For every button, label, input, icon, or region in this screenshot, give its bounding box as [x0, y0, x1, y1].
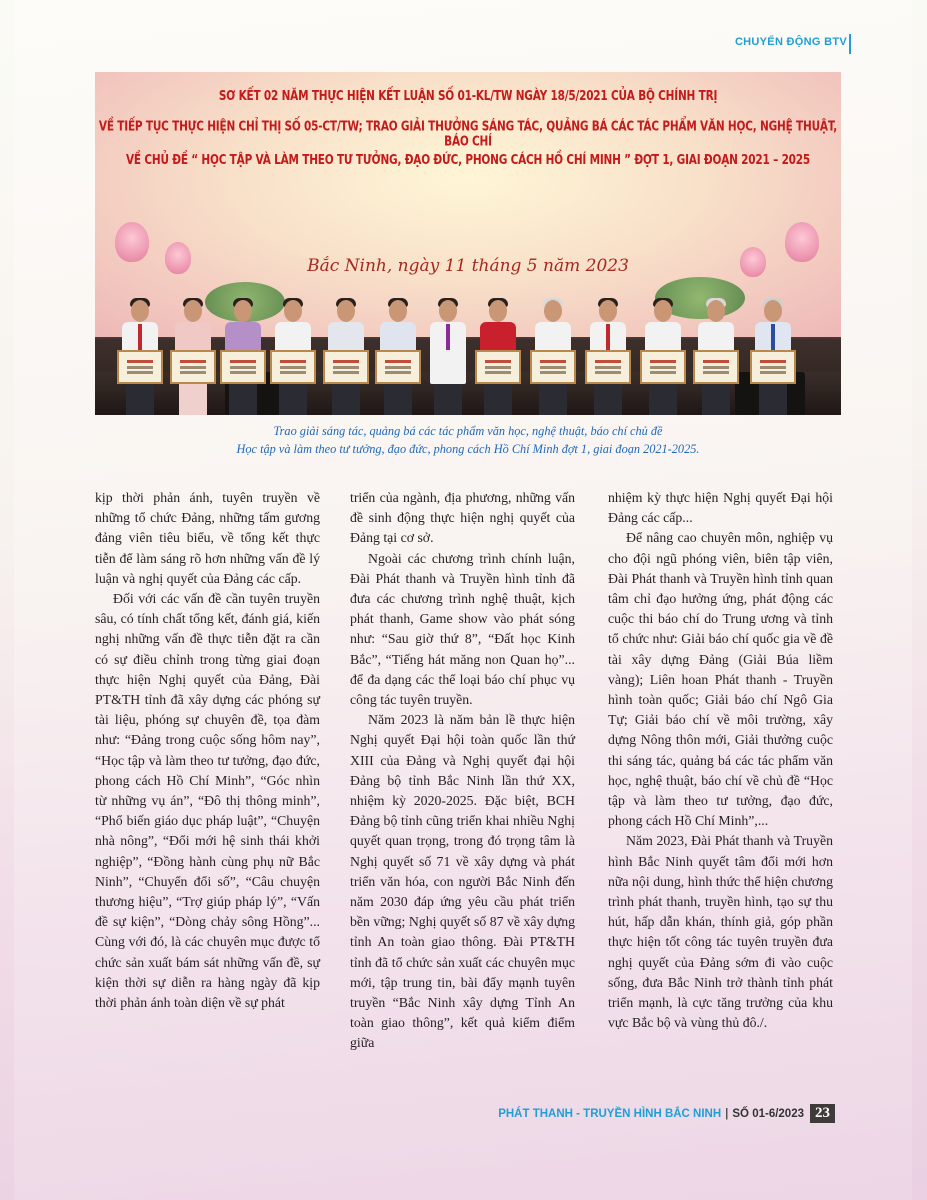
banner-date: Bắc Ninh, ngày 11 tháng 5 năm 2023 — [307, 256, 629, 276]
section-tag: CHUYỂN ĐỘNG BTV — [734, 36, 847, 48]
article-column-2 — [350, 488, 575, 1054]
paragraph: Đối với các vấn đề cần tuyên truyền sâu, có tính chất tổng kết, đánh giá, kiến nghị những vấn đề thực tiễn đặt ra cần có sự điều chỉnh trong từng giai đoạn thực hiện Nghị quyết của Đảng, Đài PT&TH tỉnh đã xây dựng các phóng sự tài liệu, phóng sự chuyên đề, tọa đàm như: “Đảng trong cuộc sống hôm nay”, “Học tập và làm theo tư tưởng, đạo đức, phong cách Hồ Chí Minh”, “Góc nhìn từ những vụ án”, “Đô thị thông minh”, “Phổ biến giáo dục pháp luật”, “Chuyện nhà nông”, “Đổi mới hệ sinh thái khởi nghiệp”, “Đồng hành cùng phụ nữ Bắc Ninh”, “Chuyển đổi số”, “Câu chuyện thương hiệu”, “Trợ giúp pháp lý”, “Vấn đề sự kiện”, “Dòng chảy sông Hồng”... Cùng với đó, là các chuyên mục được tổ chức sản xuất bám sát những vấn đề, sự kiện thời sự diễn ra hàng ngày đã kịp thời phản ánh toàn diện về sự phát — [95, 591, 320, 1011]
section-divider — [849, 34, 851, 54]
event-photo — [95, 72, 841, 415]
award-recipient — [170, 300, 216, 415]
award-recipient — [750, 300, 796, 415]
award-recipient — [693, 300, 739, 415]
award-recipient — [117, 300, 163, 415]
publication-name: PHÁT THANH - TRUYỀN HÌNH BẮC NINH — [498, 1107, 722, 1120]
award-recipient — [220, 300, 266, 415]
photo-caption-line-2: Học tập và làm theo tư tưởng, đạo đức, phong cách Hồ Chí Minh đợt 1, giai đoạn 2021-2025. — [236, 442, 700, 456]
issue-number: SỐ 01-6/2023 — [732, 1107, 804, 1120]
footer-separator: | — [725, 1107, 729, 1120]
page-number: 23 — [810, 1104, 835, 1123]
banner-line-3: VỀ CHỦ ĐỀ “ HỌC TẬP VÀ LÀM THEO TƯ TƯỞNG, ĐẠO ĐỨC, PHONG CÁCH HỒ CHÍ MINH ” ĐỢT 1, GIAI ĐOẠN 2021 – 2025 — [126, 152, 810, 168]
award-recipient — [530, 300, 576, 415]
banner-line-2: VỀ TIẾP TỤC THỰC HIỆN CHỈ THỊ SỐ 05-CT/TW; TRAO GIẢI THƯỞNG SÁNG TÁC, QUẢNG BÁ CÁC TÁC PHẨM VĂN HỌC, NGHỆ THUẬT, BÁO CHÍ — [98, 119, 838, 149]
award-recipient — [323, 300, 369, 415]
stage-backdrop — [95, 72, 841, 337]
paragraph: Để nâng cao chuyên môn, nghiệp vụ cho đội ngũ phóng viên, biên tập viên, Đài Phát thanh và Truyền hình tỉnh quan tâm chỉ đạo hưởng ứng, phát động các cuộc thi báo chí do Trung ương và tỉnh tổ chức như: Giải báo chí quốc gia về đề tài xây dựng Đảng (Giải Búa liềm vàng); Liên hoan Phát thanh - Truyền hình toàn quốc; Giải báo chí Ngô Gia Tự; Giải báo chí về môi trường, xây dựng Nông thôn mới, Giải thưởng cuộc thi sáng tác, quảng bá các tác phẩm văn học, nghệ thuật, báo chí về chủ đề “Học tập và làm theo tư tưởng, đạo đức, phong cách Hồ Chí Minh”,... — [608, 530, 833, 829]
award-recipient — [475, 300, 521, 415]
award-recipient — [640, 300, 686, 415]
article-column-1 — [95, 488, 320, 1013]
page-footer — [498, 1104, 835, 1123]
paragraph: Năm 2023 là năm bản lề thực hiện Nghị quyết Đại hội toàn quốc lần thứ XIII của Đảng và Nghị quyết đại hội Đảng bộ tỉnh Bắc Ninh lần thứ XX, nhiệm kỳ 2020-2025. Đặc biệt, BCH Đảng bộ tỉnh cũng triển khai nhiều Nghị quyết quan trọng, trong đó trọng tâm là Nghị quyết số 71 về xây dựng và phát triển văn hóa, con người Bắc Ninh đến năm 2030 đáp ứng yêu cầu phát triển bền vững; Nghị quyết số 87 về xây dựng tỉnh An toàn giao thông. Đài PT&TH tỉnh đã tổ chức sản xuất các chuyên mục mới, tập trung tin, bài đẩy mạnh tuyên truyền “Bắc Ninh xây dựng Tỉnh An toàn giao thông”, kết quả kiểm điểm giữa — [350, 712, 575, 1051]
photo-caption — [95, 422, 841, 458]
award-recipient — [270, 300, 316, 415]
photo-caption-line-1: Trao giải sáng tác, quảng bá các tác phẩm văn học, nghệ thuật, báo chí chủ đề — [273, 424, 663, 438]
banner-line-1: SƠ KẾT 02 NĂM THỰC HIỆN KẾT LUẬN SỐ 01-KL/TW NGÀY 18/5/2021 CỦA BỘ CHÍNH TRỊ — [218, 88, 718, 104]
paragraph: nhiệm kỳ thực hiện Nghị quyết Đại hội Đảng các cấp... — [608, 490, 833, 526]
paragraph: triển của ngành, địa phương, những vấn đề sinh động thực hiện nghị quyết của Đảng tại cơ sở. — [350, 490, 575, 546]
award-presenter — [425, 300, 471, 415]
award-recipient — [585, 300, 631, 415]
award-recipient — [375, 300, 421, 415]
paragraph: Ngoài các chương trình chính luận, Đài Phát thanh và Truyền hình tỉnh đã đưa các chương trình nghệ thuật, kịch phát thanh, Game show vào phát sóng như: “Sau giờ thứ 8”, “Đất học Kinh Bắc”, “Tiếng hát măng non Quan họ”... để đa dạng các thể loại báo chí phục vụ công tác tuyên truyền. — [350, 550, 575, 708]
article-column-3 — [608, 488, 833, 1033]
paragraph: kịp thời phản ánh, tuyên truyền về những tổ chức Đảng, những tấm gương đảng viên tiêu biểu, về tổng kết thực tiễn để làm sáng rõ hơn những vấn đề lý luận và nghị quyết của Đảng các cấp. — [95, 490, 320, 586]
paragraph: Năm 2023, Đài Phát thanh và Truyền hình Bắc Ninh quyết tâm đổi mới hơn nữa nội dung, hình thức thể hiện chương trình phát thanh, truyền hình, tạo sự thu hút, hấp dẫn khán, thính giả, góp phần thực hiện tốt công tác tuyên truyền đưa nghị quyết của Đảng sớm đi vào cuộc sống, đưa Bắc Ninh trở thành tỉnh phát triển mạnh, là cực tăng trưởng của khu vực Bắc bộ và vùng thủ đô./. — [608, 833, 833, 1031]
